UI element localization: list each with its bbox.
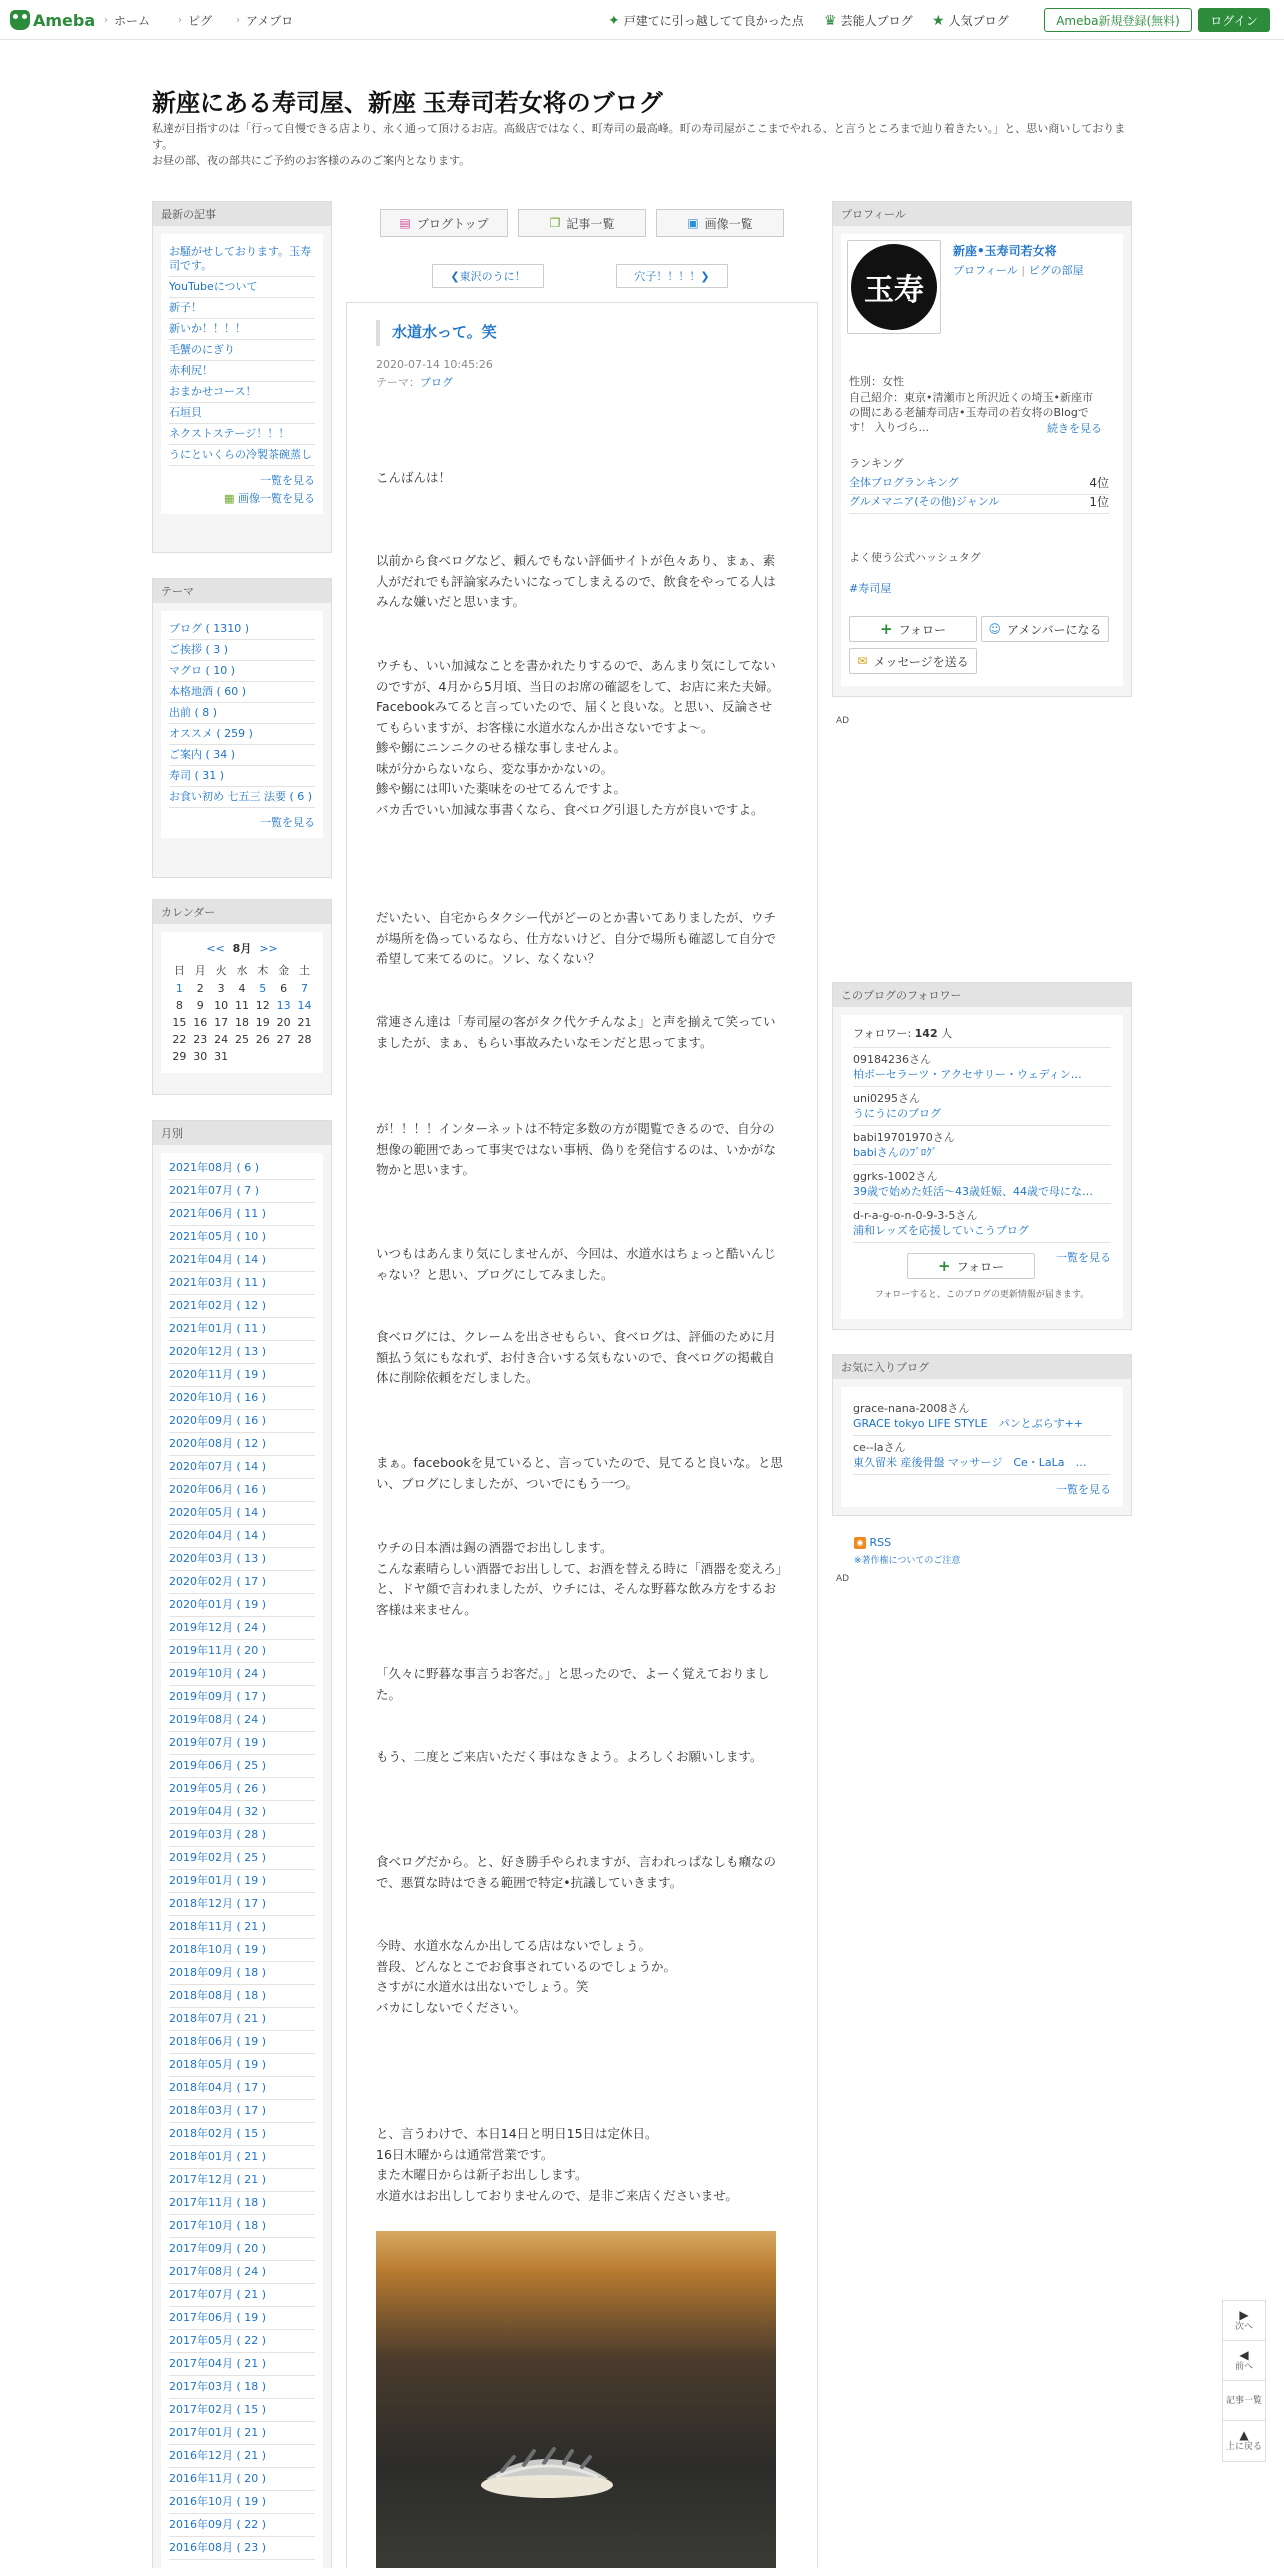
calendar-day: 31 xyxy=(214,1050,229,1063)
archive-month-link[interactable]: 2021年04月 ( 14 ) xyxy=(169,1249,315,1272)
blog-description xyxy=(152,121,1132,169)
header-link-topic[interactable] xyxy=(608,12,804,29)
archive-month-link[interactable]: 2017年09月 ( 20 ) xyxy=(169,2238,315,2261)
calendar-day: 6 xyxy=(280,982,288,995)
calendar-day: 21 xyxy=(297,1016,312,1029)
frog-icon xyxy=(10,10,30,30)
archive-month-link[interactable]: 2020年05月 ( 14 ) xyxy=(169,1502,315,1525)
side-label: 次へ xyxy=(1234,2322,1253,2332)
archive-month-link[interactable]: 2021年01月 ( 11 ) xyxy=(169,1318,315,1341)
pager-label: 穴子！！！！ xyxy=(634,270,701,283)
follower-item[interactable] xyxy=(853,1126,1111,1165)
calendar-header xyxy=(169,940,315,956)
ranking-value: 1位 xyxy=(1089,495,1109,509)
ad-label: AD xyxy=(836,716,850,726)
archive-month-link[interactable]: 2021年07月 ( 7 ) xyxy=(169,1180,315,1203)
recent-entry-link[interactable]: 新子！ xyxy=(169,298,315,319)
theme-link[interactable]: オススメ ( 259 ) xyxy=(169,724,315,745)
archive-month-link[interactable]: 2018年05月 ( 19 ) xyxy=(169,2054,315,2077)
copyright-note-link[interactable]: ※著作権についてのご注意 xyxy=(854,1556,961,1566)
entry-theme xyxy=(376,374,453,390)
theme-link[interactable]: マグロ ( 10 ) xyxy=(169,661,315,682)
profile-link[interactable]: プロフィール xyxy=(953,264,1018,277)
ranking-value: 4位 xyxy=(1089,476,1109,490)
nav-label: ピグ xyxy=(188,14,213,28)
profile-intro: 自己紹介：東京•清瀬市と所沢近くの埼玉•新座市の間にある老舗寿司店•玉寿司の若女将のBlogです！ 入りづら... xyxy=(849,391,1093,434)
theme-link[interactable]: 出前 ( 8 ) xyxy=(169,703,315,724)
themes-more-link[interactable]: 一覧を見る xyxy=(260,816,315,829)
calendar-day: 25 xyxy=(234,1033,249,1046)
calendar-day: 26 xyxy=(255,1033,270,1046)
weekday-label: 金 xyxy=(278,964,290,977)
image-icon: ▣ xyxy=(687,216,699,230)
archive-month-link[interactable]: 2018年01月 ( 21 ) xyxy=(169,2146,315,2169)
button-label: フォロー xyxy=(956,1259,1004,1274)
archive-month-link[interactable]: 2019年11月 ( 20 ) xyxy=(169,1640,315,1663)
register-button[interactable]: Ameba新規登録(無料) xyxy=(1044,8,1192,32)
button-label: ブログトップ xyxy=(416,216,489,231)
star-icon: ★ xyxy=(932,12,945,29)
follower-item[interactable] xyxy=(853,1087,1111,1126)
archive-month-link[interactable]: 2019年04月 ( 32 ) xyxy=(169,1801,315,1824)
calendar-day: 30 xyxy=(193,1050,208,1063)
amember-button[interactable] xyxy=(981,616,1109,642)
crown-icon: ♛ xyxy=(824,12,837,29)
entry-paragraph: 食べログには、クレームを出させもらい、食べログは、評価のために月額払う気にもなれず、お付き合いする気もないので、食べログの掲載自体に削除依頼をだしました。 xyxy=(376,1329,777,1385)
calendar-day: 4 xyxy=(238,982,246,995)
box-title: 最新の記事 xyxy=(153,202,331,226)
hashtag-title: よく使う公式ハッシュタグ xyxy=(849,551,981,564)
entry-pager xyxy=(432,264,732,288)
theme-link[interactable]: ブログ ( 1310 ) xyxy=(169,619,315,640)
button-label: フォロー xyxy=(898,622,946,637)
nav-pigg[interactable] xyxy=(178,12,212,29)
calendar-day: 2 xyxy=(196,982,204,995)
side-label: 前へ xyxy=(1234,2362,1253,2372)
calendar-day: 12 xyxy=(255,999,270,1012)
followers-body xyxy=(841,1015,1123,1319)
entry-paragraph: こんばんは！ xyxy=(376,470,452,485)
archive-month-link[interactable]: 2021年06月 ( 11 ) xyxy=(169,1203,315,1226)
archive-month-link[interactable]: 2017年04月 ( 21 ) xyxy=(169,2353,315,2376)
recent-entry-link[interactable]: YouTubeについて xyxy=(169,277,315,298)
calendar-day: 27 xyxy=(276,1033,291,1046)
ameba-logo[interactable] xyxy=(10,9,95,31)
entry-paragraph: 常連さん達は「寿司屋の客がタク代ケチんなよ」と声を揃えて笑っていましたが、まぁ、もらい事故みたいなモンだと思ってます。 xyxy=(376,1014,776,1050)
archive-month-link[interactable]: 2019年01月 ( 19 ) xyxy=(169,1870,315,1893)
calendar-day: 3 xyxy=(217,982,225,995)
box-title: 月別 xyxy=(153,1121,331,1145)
weekday-label: 木 xyxy=(257,964,269,977)
follower-count xyxy=(853,1025,1111,1048)
hashtag-link[interactable]: #寿司屋 xyxy=(849,582,892,595)
archive-month-link[interactable]: 2018年03月 ( 17 ) xyxy=(169,2100,315,2123)
archive-month-link[interactable]: 2018年06月 ( 19 ) xyxy=(169,2031,315,2054)
nav-ameblo[interactable] xyxy=(236,12,293,29)
shop-seal-logo: 玉寿 xyxy=(851,244,937,330)
nav-home[interactable] xyxy=(104,12,150,29)
prev-entry-link[interactable] xyxy=(432,264,544,288)
button-label: 記事一覧 xyxy=(566,216,615,231)
calendar-day: 10 xyxy=(214,999,229,1012)
archive-month-link[interactable]: 2020年11月 ( 19 ) xyxy=(169,1364,315,1387)
calendar-day: 17 xyxy=(214,1016,229,1029)
favorite-user: grace-nana-2008さん xyxy=(853,1402,970,1415)
entry-paragraph: と、言うわけで、本日14日と明日15日は定休日。 16日木曜からは通常営業です。 また木曜日からは新子お出しします。 水道水はお出ししておりませんので、是非ご来店くださいませ。 xyxy=(376,2126,738,2203)
followers-box xyxy=(832,982,1132,1330)
themes-box xyxy=(152,578,332,878)
login-button[interactable]: ログイン xyxy=(1198,8,1270,32)
archive-month-link[interactable]: 2020年10月 ( 16 ) xyxy=(169,1387,315,1410)
archive-month-link[interactable]: 2017年07月 ( 21 ) xyxy=(169,2284,315,2307)
up-arrow-icon: ▲ xyxy=(1239,2428,1249,2442)
plus-icon: + xyxy=(938,1257,951,1275)
favorite-item[interactable] xyxy=(853,1436,1111,1475)
ranking-label: 全体ブログランキング xyxy=(849,476,959,489)
chevron-right-icon: › xyxy=(178,15,182,26)
count-unit: 人 xyxy=(941,1027,953,1040)
entry-paragraph: 今時、水道水なんか出してる店はないでしょう。 普段、どんなとこでお食事されているのでしょうか。 さすがに水道水は出ないでしょう。笑 バカにしないでください。 xyxy=(376,1938,677,2015)
plus-icon: + xyxy=(880,620,893,638)
chevron-right-icon: › xyxy=(104,15,108,26)
follower-blog-link[interactable]: 柏ボーセラーツ・アクセサリー・ウェディン… xyxy=(853,1068,1082,1081)
chevron-right-icon: ❯ xyxy=(700,269,710,283)
entry-paragraph: 以前から食べログなど、頼んでもない評価サイトが色々あり、まぁ、素人がだれでも評論家みたいになってしまえるので、飲食をやってる人はみんな嫌いだと思います。 xyxy=(376,553,776,609)
recent-entry-link[interactable]: 赤利尻！ xyxy=(169,361,315,382)
archive-month-link[interactable]: 2017年10月 ( 18 ) xyxy=(169,2215,315,2238)
follower-item[interactable] xyxy=(853,1165,1111,1204)
count-label: フォロワー: xyxy=(853,1027,912,1040)
count-value: 142 xyxy=(914,1027,938,1040)
calendar-day: 20 xyxy=(276,1016,291,1029)
calendar-empty xyxy=(252,1048,273,1065)
button-label: アメンバーになる xyxy=(1007,622,1102,637)
archive-month-link[interactable]: 2017年08月 ( 24 ) xyxy=(169,2261,315,2284)
archive-month-link[interactable]: 2019年08月 ( 24 ) xyxy=(169,1709,315,1732)
archive-month-link[interactable]: 2016年10月 ( 19 ) xyxy=(169,2491,315,2514)
side-top-button[interactable] xyxy=(1222,2420,1266,2462)
rss-icon: ◉ xyxy=(854,1537,866,1549)
archive-month-link[interactable]: 2020年07月 ( 14 ) xyxy=(169,1456,315,1479)
archive-month-link[interactable]: 2019年05月 ( 26 ) xyxy=(169,1778,315,1801)
prev-arrow-icon: ◀ xyxy=(1239,2348,1249,2362)
follower-user: babi19701970さん xyxy=(853,1131,955,1144)
home-icon: ▤ xyxy=(399,216,411,230)
calendar-day: 9 xyxy=(196,999,204,1012)
calendar-day[interactable]: 14 xyxy=(297,999,312,1012)
header-link-celebrity[interactable] xyxy=(824,12,913,29)
intro-more-link[interactable]: 続きを見る xyxy=(1047,422,1102,435)
archive-box xyxy=(152,1120,332,2568)
archive-month-link[interactable]: 2017年12月 ( 21 ) xyxy=(169,2169,315,2192)
rss-link[interactable] xyxy=(854,1536,891,1549)
ranking-row[interactable] xyxy=(849,493,1109,514)
calendar-day: 23 xyxy=(193,1033,208,1046)
button-label: メッセージを送る xyxy=(873,654,969,669)
entry-paragraph: が！！！！インターネットは不特定多数の方が閲覧できるので、自分の想像の範囲であって事実ではない事柄、偽りを発信するのは、いかがな物かと思います。 xyxy=(376,1121,776,1177)
archive-month-link[interactable]: 2020年09月 ( 16 ) xyxy=(169,1410,315,1433)
favorite-user: ce--laさん xyxy=(853,1441,906,1454)
calendar-empty xyxy=(273,1048,294,1065)
separator: | xyxy=(1017,264,1029,277)
image-list-link[interactable] xyxy=(169,488,315,506)
calendar-day: 8 xyxy=(175,999,183,1012)
recent-entry-link[interactable]: 新いか！！！！ xyxy=(169,319,315,340)
archive-month-link[interactable]: 2019年09月 ( 17 ) xyxy=(169,1686,315,1709)
archive-month-link[interactable]: 2020年03月 ( 13 ) xyxy=(169,1548,315,1571)
sushi-illustration xyxy=(472,2441,622,2501)
weekday-label: 水 xyxy=(236,964,248,977)
entry-title[interactable]: 水道水って。笑 xyxy=(376,320,497,346)
recent-list xyxy=(161,234,323,514)
archive-month-link[interactable]: 2020年08月 ( 12 ) xyxy=(169,1433,315,1456)
calendar-day: 28 xyxy=(297,1033,312,1046)
profile-name[interactable]: 新座•玉寿司若女将 xyxy=(953,244,1057,258)
pigg-room-link[interactable]: ピグの部屋 xyxy=(1028,264,1084,277)
side-label: 上に戻る xyxy=(1225,2442,1262,2452)
archive-month-link[interactable]: 2020年01月 ( 19 ) xyxy=(169,1594,315,1617)
logo-text: Ameba xyxy=(33,10,96,30)
avatar[interactable] xyxy=(847,240,941,334)
chevron-left-icon: ❮ xyxy=(450,269,460,283)
calendar-day: 11 xyxy=(234,999,249,1012)
theme-label: テーマ： xyxy=(376,376,420,389)
blog-top-button[interactable] xyxy=(380,209,508,237)
follower-blog-link[interactable]: うにうにのブログ xyxy=(853,1107,941,1120)
image-list-button[interactable] xyxy=(656,209,784,237)
theme-link[interactable]: ご案内 ( 34 ) xyxy=(169,745,315,766)
archive-month-link[interactable]: 2017年01月 ( 21 ) xyxy=(169,2422,315,2445)
archive-month-link[interactable]: 2018年07月 ( 21 ) xyxy=(169,2008,315,2031)
archive-month-link[interactable]: 2021年03月 ( 11 ) xyxy=(169,1272,315,1295)
rss-label: RSS xyxy=(869,1536,892,1549)
favorites-body xyxy=(841,1387,1123,1507)
entry-list-button[interactable] xyxy=(518,209,646,237)
profile-box xyxy=(832,201,1132,697)
archive-month-link[interactable]: 2019年02月 ( 25 ) xyxy=(169,1847,315,1870)
favorites-more-link[interactable]: 一覧を見る xyxy=(1056,1483,1111,1496)
archive-month-link[interactable]: 2018年10月 ( 19 ) xyxy=(169,1939,315,1962)
link-label: 人気ブログ xyxy=(948,14,1009,28)
favorite-blog-link[interactable]: 東久留米 産後骨盤 マッサージ Ce・LaLa … xyxy=(853,1456,1087,1469)
archive-month-link[interactable]: 2018年08月 ( 18 ) xyxy=(169,1985,315,2008)
archive-month-link[interactable]: 2017年11月 ( 18 ) xyxy=(169,2192,315,2215)
entry-photo[interactable] xyxy=(376,2231,776,2568)
weekday-label: 火 xyxy=(215,964,227,977)
follower-list xyxy=(853,1048,1111,1243)
profile-gender: 性別：女性 xyxy=(849,375,904,388)
calendar-day[interactable]: 13 xyxy=(276,999,291,1012)
calendar xyxy=(161,932,323,1073)
favorite-item[interactable] xyxy=(853,1397,1111,1436)
favorite-blog-link[interactable]: GRACE tokyo LIFE STYLE パンとぶらす++ xyxy=(853,1417,1084,1430)
theme-link[interactable]: ブログ xyxy=(420,376,453,389)
archive-month-link[interactable]: 2016年12月 ( 21 ) xyxy=(169,2445,315,2468)
chevron-right-icon: › xyxy=(236,15,240,26)
list-icon: ❐ xyxy=(549,216,561,230)
theme-link[interactable]: 寿司 ( 31 ) xyxy=(169,766,315,787)
archive-month-link[interactable]: 2017年05月 ( 22 ) xyxy=(169,2330,315,2353)
entry-paragraph: だいたい、自宅からタクシー代がどーのとか書いてありましたが、ウチが場所を偽っているなら、仕方ないけど、自分で場所も確認して自分で希望して来てるのに。ソレ、なくない？ xyxy=(376,910,777,966)
calendar-next[interactable]: >> xyxy=(259,942,278,955)
entry-paragraph: ウチも、いい加減なことを書かれたりするので、あんまり気にしてないのですが、4月から5月頃、当日のお席の確認をして、お店に来た夫婦。 Facebookみてると言っていたので、届くと良いな。と思い、反論させてもらいますが、お客様に水道水なんか出さないですよ〜。 鯵や鰯にニンニクのせる様な事しませんよ。 味が分からないなら、変な事かかないの。 鯵や鰯には叩いた薬味をのせてるんですよ。 バカ舌でいい加減な事書くなら、食べログ引退した方が良いですよ。 xyxy=(376,658,780,817)
followers-more-link[interactable]: 一覧を見る xyxy=(1056,1251,1111,1264)
weekday-label: 土 xyxy=(299,964,311,977)
person-icon: ☺ xyxy=(988,622,1002,636)
entry-toolbar xyxy=(380,209,784,237)
follower-user: uni0295さん xyxy=(853,1092,920,1105)
archive-month-link[interactable]: 2020年06月 ( 16 ) xyxy=(169,1479,315,1502)
next-entry-link[interactable] xyxy=(616,264,728,288)
mail-icon: ✉ xyxy=(857,654,868,668)
theme-link[interactable]: 本格地酒 ( 60 ) xyxy=(169,682,315,703)
box-title: プロフィール xyxy=(833,202,1131,226)
archive-month-link[interactable]: 2018年04月 ( 17 ) xyxy=(169,2077,315,2100)
follower-user: 09184236さん xyxy=(853,1053,931,1066)
archive-month-link[interactable]: 2021年05月 ( 10 ) xyxy=(169,1226,315,1249)
recent-entry-link[interactable]: 石垣貝 xyxy=(169,403,315,424)
follower-user: ggrks-1002さん xyxy=(853,1170,938,1183)
desc-line: 私達が目指すのは「行って自慢できる店より、永く通って頂けるお店。高級店ではなく、町寿司の最高峰。町の寿司屋がここまでやれる、と言うところまで辿り着きたい。」と、思い商いしております。 xyxy=(152,122,1126,151)
archive-month-link[interactable]: 2016年09月 ( 22 ) xyxy=(169,2514,315,2537)
recent-entries-box xyxy=(152,201,332,553)
calendar-day: 16 xyxy=(193,1016,208,1029)
entry-container xyxy=(346,302,818,2568)
archive-month-link[interactable]: 2019年06月 ( 25 ) xyxy=(169,1755,315,1778)
archive-month-link[interactable]: 2019年03月 ( 28 ) xyxy=(169,1824,315,1847)
follow-button[interactable] xyxy=(849,616,977,642)
sparkle-icon: ✦ xyxy=(608,12,620,29)
box-title: このブログのフォロワー xyxy=(833,983,1131,1007)
theme-link[interactable]: お食い初め 七五三 法要 ( 6 ) xyxy=(169,787,315,808)
calendar-prev[interactable]: << xyxy=(206,942,225,955)
calendar-day: 29 xyxy=(172,1050,187,1063)
theme-link[interactable]: ご挨拶 ( 3 ) xyxy=(169,640,315,661)
archive-month-link[interactable]: 2017年02月 ( 15 ) xyxy=(169,2399,315,2422)
side-entry-list-button[interactable] xyxy=(1222,2380,1266,2422)
calendar-day[interactable]: 5 xyxy=(259,982,267,995)
entry-paragraph: いつもはあんまり気にしませんが、今回は、水道水はちょっと酷いんじゃない？と思い、ブログにしてみました。 xyxy=(376,1246,777,1282)
link-label: 芸能人ブログ xyxy=(840,14,913,28)
calendar-day: 22 xyxy=(172,1033,187,1046)
recent-more-link[interactable]: 一覧を見る xyxy=(260,474,315,487)
entry-paragraph: もう、二度とご来店いただく事はなきよう。よろしくお願いします。 xyxy=(376,1749,763,1764)
message-button[interactable] xyxy=(849,648,977,674)
profile-body xyxy=(841,234,1123,686)
calendar-day: 15 xyxy=(172,1016,187,1029)
follower-blog-link[interactable]: 浦和レッズを応援していこうブログ xyxy=(853,1224,1029,1237)
favorites-list xyxy=(853,1397,1111,1475)
archive-list xyxy=(161,1153,323,2568)
calendar-empty xyxy=(232,1048,253,1065)
archive-month-link[interactable]: 2018年12月 ( 17 ) xyxy=(169,1893,315,1916)
archive-month-link[interactable]: 2019年10月 ( 24 ) xyxy=(169,1663,315,1686)
archive-month-link[interactable]: 2021年08月 ( 6 ) xyxy=(169,1157,315,1180)
recent-entry-link[interactable]: おまかせコース！ xyxy=(169,382,315,403)
next-arrow-icon: ▶ xyxy=(1239,2308,1249,2322)
entry-paragraph: まぁ。facebookを見ていると、言っていたので、見てると良いな。と思い、ブログにしましたが、ついでにもう一つ。 xyxy=(376,1455,783,1491)
archive-month-link[interactable]: 2016年11月 ( 20 ) xyxy=(169,2468,315,2491)
follow-button-2[interactable] xyxy=(907,1253,1035,1279)
archive-month-link[interactable]: 2016年08月 ( 23 ) xyxy=(169,2537,315,2560)
box-title: お気に入りブログ xyxy=(833,1355,1131,1379)
archive-month-link[interactable]: 2018年09月 ( 18 ) xyxy=(169,1962,315,1985)
calendar-day: 19 xyxy=(255,1016,270,1029)
follower-item[interactable] xyxy=(853,1048,1111,1087)
archive-month-link[interactable]: 2020年12月 ( 13 ) xyxy=(169,1341,315,1364)
calendar-day: 18 xyxy=(234,1016,249,1029)
entry-paragraph: 「久々に野暮な事言うお客だ。」と思ったので、よーく覚えておりました。 xyxy=(376,1666,770,1702)
box-title: カレンダー xyxy=(153,900,331,924)
pager-label: 東沢のうに！ xyxy=(459,270,526,283)
archive-month-link[interactable]: 2020年04月 ( 14 ) xyxy=(169,1525,315,1548)
side-prev-button[interactable] xyxy=(1222,2340,1266,2382)
calendar-day[interactable]: 1 xyxy=(175,982,183,995)
ranking-title: ランキング xyxy=(849,457,904,470)
calendar-grid xyxy=(169,960,315,1065)
button-label: 画像一覧 xyxy=(704,216,753,231)
follow-note: フォローすると、このブログの更新情報が届きます。 xyxy=(874,1290,1090,1300)
global-header xyxy=(0,0,1284,40)
side-label: 記事一覧 xyxy=(1225,2396,1262,2406)
link-label: 戸建てに引っ越してて良かった点 xyxy=(623,14,804,28)
nav-label: アメブロ xyxy=(246,14,294,28)
archive-month-link[interactable]: 2021年02月 ( 12 ) xyxy=(169,1295,315,1318)
weekday-label: 月 xyxy=(194,964,206,977)
entry-paragraph: 食べログだから。と、好き勝手やられますが、言われっぱなしも癪なので、悪質な時はできる範囲で特定•抗議していきます。 xyxy=(376,1854,777,1890)
nav-label: ホーム xyxy=(114,14,151,28)
ranking-label: グルメマニア(その他)ジャンル xyxy=(849,495,1000,508)
recent-entry-link[interactable]: うにといくらの冷製茶碗蒸し xyxy=(169,445,315,466)
entry-paragraph: ウチの日本酒は錫の酒器でお出しします。 こんな素晴らしい酒器でお出しして、お酒を替える時に「酒器を変えろ」と、ドヤ顔で言われましたが、ウチには、そんな野暮な飲み方をするお客様は来ません。 xyxy=(376,1540,783,1617)
archive-month-link[interactable]: 2018年11月 ( 21 ) xyxy=(169,1916,315,1939)
weekday-label: 日 xyxy=(173,964,185,977)
theme-list xyxy=(161,611,323,838)
recent-entry-link[interactable]: ネクストステージ！！！ xyxy=(169,424,315,445)
archive-month-link[interactable]: 2018年02月 ( 15 ) xyxy=(169,2123,315,2146)
follower-blog-link[interactable]: babiさんのﾌﾞﾛｸﾞ xyxy=(853,1146,938,1159)
calendar-day[interactable]: 7 xyxy=(301,982,309,995)
side-next-button[interactable] xyxy=(1222,2300,1266,2342)
calendar-month: 8月 xyxy=(232,942,252,955)
blog-title[interactable]: 新座にある寿司屋、新座 玉寿司若女将のブログ xyxy=(152,90,663,117)
header-link-popular[interactable] xyxy=(932,12,1009,29)
entry-date: 2020-07-14 10:45:26 xyxy=(376,358,493,371)
box-title: テーマ xyxy=(153,579,331,603)
follower-user: d-r-a-g-o-n-0-9-3-5さん xyxy=(853,1209,978,1222)
calendar-day: 24 xyxy=(214,1033,229,1046)
follower-blog-link[interactable]: 39歳で始めた妊活～43歳妊娠、44歳で母にな… xyxy=(853,1185,1093,1198)
calendar-empty xyxy=(294,1048,315,1065)
image-list-icon: ▦ xyxy=(224,492,238,505)
favorites-box xyxy=(832,1354,1132,1516)
archive-month-link[interactable]: 2019年07月 ( 19 ) xyxy=(169,1732,315,1755)
follower-item[interactable] xyxy=(853,1204,1111,1243)
link-label: 画像一覧を見る xyxy=(238,492,315,505)
ranking-row[interactable] xyxy=(849,474,1109,495)
archive-month-link[interactable]: 2017年06月 ( 19 ) xyxy=(169,2307,315,2330)
calendar-box xyxy=(152,899,332,1095)
recent-entry-link[interactable]: お騒がせしております。玉寿司です。 xyxy=(169,242,315,277)
archive-month-link[interactable]: 2017年03月 ( 18 ) xyxy=(169,2376,315,2399)
desc-line: お昼の部、夜の部共にご予約のお客様のみのご案内となります。 xyxy=(152,154,471,167)
archive-month-link[interactable]: 2019年12月 ( 24 ) xyxy=(169,1617,315,1640)
profile-links xyxy=(953,262,1084,278)
recent-entry-link[interactable]: 毛蟹のにぎり xyxy=(169,340,315,361)
archive-month-link[interactable]: 2020年02月 ( 17 ) xyxy=(169,1571,315,1594)
ad-label: AD xyxy=(836,1574,850,1584)
